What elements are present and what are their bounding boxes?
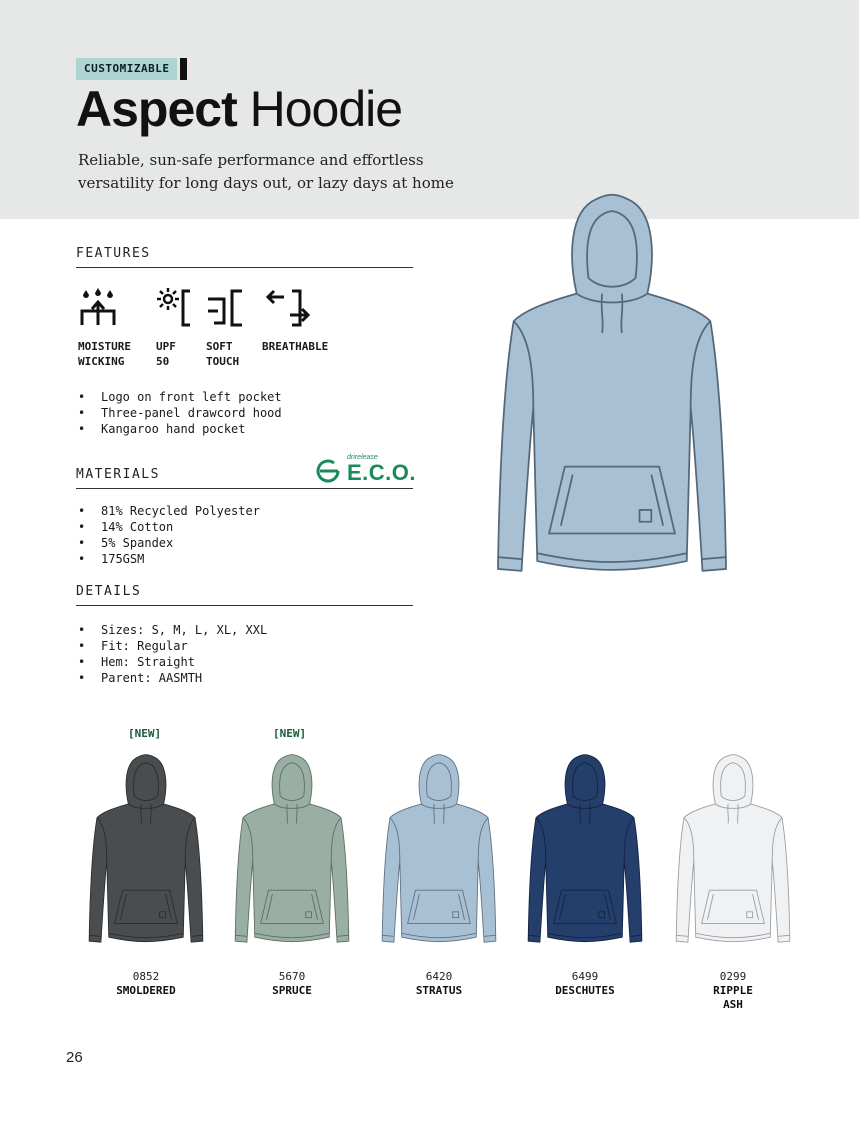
list-item: • Hem: Straight xyxy=(78,654,267,670)
hoodie-swatch xyxy=(86,753,206,949)
list-item: • Three-panel drawcord hood xyxy=(78,405,282,421)
list-item: • 5% Spandex xyxy=(78,535,260,551)
materials-list xyxy=(78,503,260,567)
color-code: 5670 xyxy=(278,970,306,983)
color-code: 0299 xyxy=(719,970,747,983)
hoodie-icon xyxy=(382,755,496,942)
color-swatch-smoldered xyxy=(81,753,211,998)
color-swatch-stratus xyxy=(374,753,504,998)
color-code: 6420 xyxy=(425,970,453,983)
list-item: • 14% Cotton xyxy=(78,519,260,535)
color-swatch-spruce xyxy=(227,753,357,998)
new-tag: [NEW] xyxy=(128,727,162,740)
main-hoodie-illustration xyxy=(494,186,730,590)
color-swatch-ripple-ash xyxy=(668,753,798,1012)
upf-sun-icon xyxy=(156,287,196,327)
feature-upf xyxy=(156,287,196,369)
feature-label: UPF 50 xyxy=(156,340,176,368)
color-name: STRATUS xyxy=(415,984,463,997)
color-name: SPRUCE xyxy=(272,984,312,997)
breathable-icon xyxy=(262,287,312,327)
hoodie-swatch xyxy=(232,753,352,949)
page-number: 26 xyxy=(66,1049,83,1066)
details-heading: DETAILS xyxy=(76,584,413,606)
materials-heading: MATERIALS xyxy=(76,467,413,489)
hoodie-swatch xyxy=(379,753,499,949)
list-item: • 175GSM xyxy=(78,551,260,567)
hoodie-swatch xyxy=(673,753,793,949)
feature-breathable xyxy=(262,287,328,354)
hoodie-icon xyxy=(676,755,790,942)
feature-moisture-wicking xyxy=(78,287,131,369)
feature-label: BREATHABLE xyxy=(262,340,329,353)
list-item: • 81% Recycled Polyester xyxy=(78,503,260,519)
new-tag: [NEW] xyxy=(273,727,307,740)
hoodie-icon xyxy=(498,195,726,571)
title-light: Hoodie xyxy=(249,81,403,137)
color-name: SMOLDERED xyxy=(116,984,176,997)
list-item: • Fit: Regular xyxy=(78,638,267,654)
customizable-badge xyxy=(76,58,187,80)
feature-label: MOISTURE WICKING xyxy=(78,340,131,368)
color-name: DESCHUTES xyxy=(555,984,615,997)
list-item: • Logo on front left pocket xyxy=(78,389,282,405)
moisture-wicking-icon xyxy=(78,287,118,327)
product-subtitle: Reliable, sun-safe performance and effortless versatility for long days out, or lazy days at home xyxy=(78,151,454,192)
color-swatch-deschutes xyxy=(520,753,650,998)
details-list xyxy=(78,622,267,686)
list-item: • Sizes: S, M, L, XL, XXL xyxy=(78,622,267,638)
list-item: • Kangaroo hand pocket xyxy=(78,421,282,437)
title-bold: Aspect xyxy=(76,81,237,137)
drirelease-eco-logo xyxy=(314,454,417,486)
eco-leaf-icon xyxy=(314,456,344,486)
badge-label: CUSTOMIZABLE xyxy=(76,58,177,80)
hoodie-icon xyxy=(235,755,349,942)
hoodie-icon xyxy=(528,755,642,942)
list-item: • Parent: AASMTH xyxy=(78,670,267,686)
eco-title: E.C.O. xyxy=(347,460,417,485)
soft-touch-icon xyxy=(206,287,246,327)
features-heading: FEATURES xyxy=(76,246,413,268)
color-code: 0852 xyxy=(132,970,160,983)
badge-bar xyxy=(180,58,187,80)
color-code: 6499 xyxy=(571,970,599,983)
color-name: RIPPLE ASH xyxy=(713,984,753,1011)
features-row xyxy=(76,287,406,371)
hoodie-swatch xyxy=(525,753,645,949)
features-list xyxy=(78,389,282,437)
page-title xyxy=(76,80,402,138)
hoodie-icon xyxy=(89,755,203,942)
feature-label: SOFT TOUCH xyxy=(206,340,240,368)
eco-brand: drirelease xyxy=(347,454,378,461)
feature-soft-touch xyxy=(206,287,246,369)
